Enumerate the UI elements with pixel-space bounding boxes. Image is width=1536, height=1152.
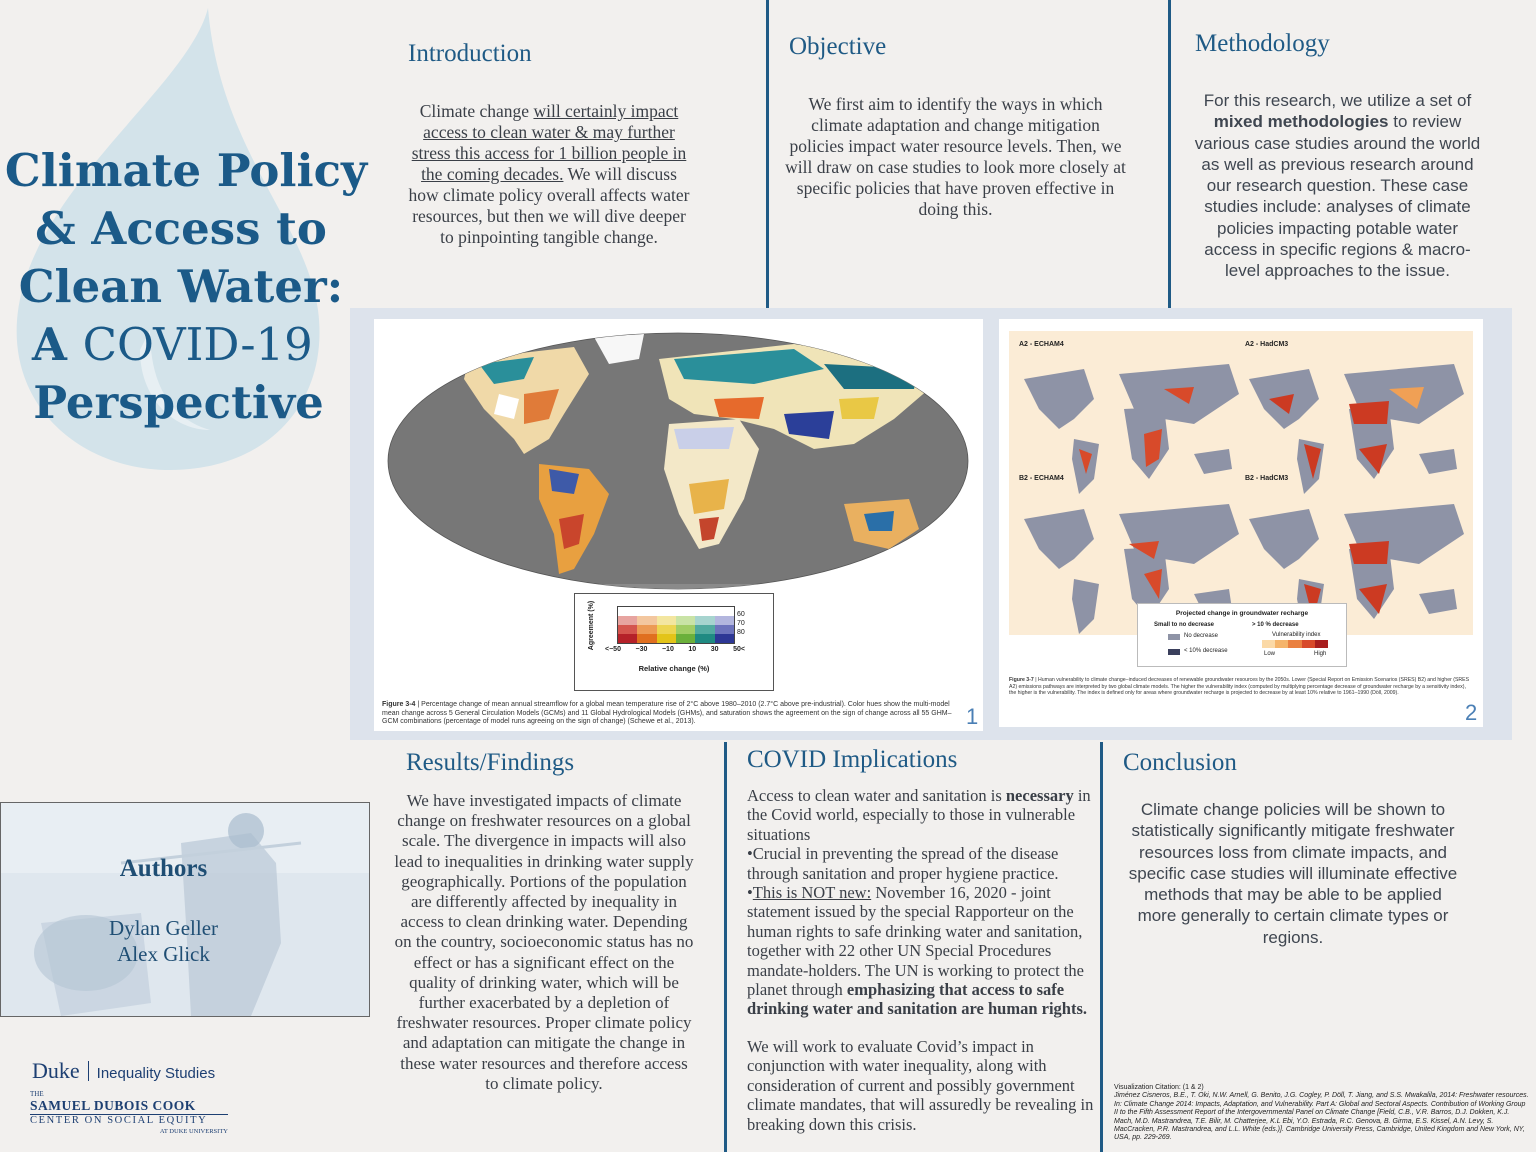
author-2: Alex Glick	[117, 942, 210, 966]
conclusion-heading: Conclusion	[1123, 749, 1237, 776]
legend-grid	[617, 606, 735, 644]
divider-top-1	[766, 0, 769, 308]
authors-heading: Authors	[119, 855, 208, 882]
label-no-decrease: No decrease	[1184, 633, 1219, 639]
methodology-text: For this research, we utilize a set of mixed methodologies to review various case studies around the world as well as previous research around our research question. These case studies include: analyses of climate policies impacting potable water access in specific regions & macro-level approaches to the issue.	[1194, 91, 1481, 281]
label-lt10: < 10% decrease	[1184, 648, 1228, 654]
legend-row-labels: 60 70 80	[737, 611, 745, 636]
figure-2-caption: Figure 3-7 | Human vulnerability to climate change–induced decreases of renewable groundwater resources by the 2050s. Lower (Special Report on Emission Scenarios (SRES) B2) and higher (SRES A2) emissions pathways are interpreted by two global climate models. The higher the vulnerability index (computed by multiplying percentage decrease of groundwater recharge by a sensitivity index), the higher is the vulnerability. The index is defined only for areas where groundwater recharge is projected to decrease by at least 10% relative to 1961–1990 (Döll, 2009).	[1009, 677, 1470, 696]
covid-para-3: •This is NOT new: November 16, 2020 - joint statement issued by the special Rapporteur on the human rights to safe drinking water and sanitation, together with 22 other UN Special Procedures mandate-holders. The UN is working to protect the planet through emphasizing that access to safe drinking water and sanitation are human rights.	[747, 883, 1087, 1019]
vuln-gradient	[1262, 640, 1328, 648]
figure-1-legend	[574, 593, 774, 691]
figure-2-maps	[999, 319, 1483, 639]
legend-col-labels: <−50 −30 −10 10 30 50<	[605, 646, 745, 653]
legend-title: Projected change in groundwater recharge	[1175, 610, 1309, 617]
author-1: Dylan Geller	[108, 916, 219, 940]
title-line-5: Perspective	[33, 376, 324, 429]
results-text: We have investigated impacts of climate change on freshwater resources on a global scale. The divergence in impacts will also lead to inequalities in drinking water supply geographically. Portions of the population are differently affected by inequality in access to clean drinking water. Depending on the country, socioeconomic status has no effect or has a significant effect on the quality of drinking water, which will be further exacerbated by a depletion of freshwater resources. Proper climate policy and adaptation can mitigate the change in these water resources and therefore access to climate policy.	[394, 791, 694, 1093]
figure-1-caption: Figure 3-4 | Percentage change of mean annual streamflow for a global mean temperature rise of 2°C above 1980–2010 (2.7°C above pre-industrial). Color hues show the multi-model mean change across 5 General Circulation Models (GCMs) and 11 Global Hydrological Models (GHMs), and saturation shows the agreement on the sign of change across all 55 GHM–GCM combinations (percentage of model runs agreeing on the sign of change) (Schewe et al., 2013).	[382, 701, 952, 725]
figure-1-number: 1	[966, 704, 979, 729]
author-names	[1, 915, 326, 967]
citation	[1114, 1084, 1530, 1143]
figure-2-legend	[1137, 603, 1347, 667]
label-low: Low	[1264, 651, 1276, 657]
methodology-heading: Methodology	[1195, 30, 1330, 57]
cook-center-logo: THE SAMUEL DUBOIS COOK CENTER ON SOCIAL EQUITY AT DUKE UNIVERSITY	[30, 1090, 228, 1135]
divider-top-2	[1168, 0, 1171, 308]
water-carrier-photo	[1, 803, 369, 1016]
title-line-2: & Access to	[35, 202, 327, 255]
panel-label-a2-hadcm3: A2 - HadCM3	[1245, 341, 1289, 348]
results-heading: Results/Findings	[406, 749, 575, 776]
covid-para-1: Access to clean water and sanitation is necessary in the Covid world, especially to those in vulnerable situations	[747, 786, 1091, 844]
figure-1-map	[374, 319, 983, 599]
figure-1-card	[374, 319, 983, 731]
legend-axis-label: Agreement (%)	[588, 600, 596, 651]
poster-title	[0, 142, 372, 432]
title-line-3: Clean Water:	[18, 260, 344, 313]
swatch-lt10	[1168, 649, 1180, 655]
title-line-1: Climate Policy	[4, 144, 368, 197]
duke-logo	[32, 1058, 232, 1084]
objective-text: We first aim to identify the ways in which climate adaptation and change mitigation policies impact water resource levels. Then, we will draw on case studies to look more closely at specific policies that have proven effective in doing this.	[785, 94, 1126, 219]
conclusion-text: Climate change policies will be shown to statistically significantly mitigate freshwater resources loss from climate impacts, and specific case studies will illuminate effective methods that may be able to be applied more generally to certain climate types or regions.	[1128, 800, 1458, 947]
legend-x-label: Relative change (%)	[638, 664, 710, 673]
duke-wordmark: Duke	[32, 1058, 80, 1083]
citation-text: Jiménez Cisneros, B.E., T. Oki, N.W. Arnell, G. Benito, J.G. Cogley, P. Döll, T. Jiang, and S.S. Mwakalila, 2014: Freshwater resources. In: Climate Change 2014: Impacts, Adaptation, and Vulnerability. Part A: Global and Sectoral Aspects. Contribution of Working Group II to the Fifth Assessment Report of the Intergovernmental Panel on Climate Change [Field, C.B., V.R. Barros, D.J. Dokken, K.J. Mach, M.D. Mastrandrea, T.E. Bilir, M. Chatterjee, K.L Ebi, Y.O. Estrada, R.C. Genova, B. Girma, E.S. Kissel, A.N. Levy, S. MacCracken, P.R. Mastrandrea, and L.L. White (eds.)]. Cambridge University Press, Cambridge, United Kingdom and New York, NY, USA, pp. 229-269.	[1114, 1092, 1529, 1142]
objective-heading: Objective	[789, 33, 887, 60]
title-line-4: A COVID-19	[32, 318, 313, 371]
legend-right-head: > 10 % decrease	[1252, 622, 1299, 628]
legend-left-head: Small to no decrease	[1154, 622, 1215, 628]
covid-text	[747, 786, 1103, 1134]
citation-label: Visualization Citation: (1 & 2)	[1114, 1084, 1204, 1091]
inequality-studies-label: Inequality Studies	[96, 1065, 216, 1082]
introduction-text: Climate change will certainly impact access to clean water & may further stress this access for 1 billion people in the coming decades. We will discuss how climate policy overall affects water resources, but then we will dive deeper to pinpointing tangible change.	[408, 101, 690, 247]
label-high: High	[1314, 651, 1327, 657]
panel-label-b2-hadcm3: B2 - HadCM3	[1245, 475, 1289, 482]
covid-heading: COVID Implications	[747, 746, 958, 773]
covid-word: COVID-19	[82, 318, 313, 371]
covid-para-2: •Crucial in preventing the spread of the disease through sanitation and proper hygiene practice.	[747, 844, 1059, 883]
figure-2-number: 2	[1465, 700, 1478, 725]
legend-vuln: Vulnerability index	[1272, 632, 1321, 638]
divider-bottom-1	[724, 742, 727, 1152]
covid-para-4: We will work to evaluate Covid’s impact in conjunction with water inequality, along with consideration of current and possibly government climate mandates, that will assuredly be revealing in breaking down this crisis.	[747, 1036, 1094, 1134]
panel-label-b2-echam4: B2 - ECHAM4	[1019, 475, 1064, 482]
panel-label-a2-echam4: A2 - ECHAM4	[1019, 341, 1064, 348]
introduction-heading: Introduction	[408, 40, 532, 67]
swatch-no-decrease	[1168, 634, 1180, 640]
figure-2-card	[999, 319, 1483, 727]
authors-box	[0, 802, 370, 1017]
